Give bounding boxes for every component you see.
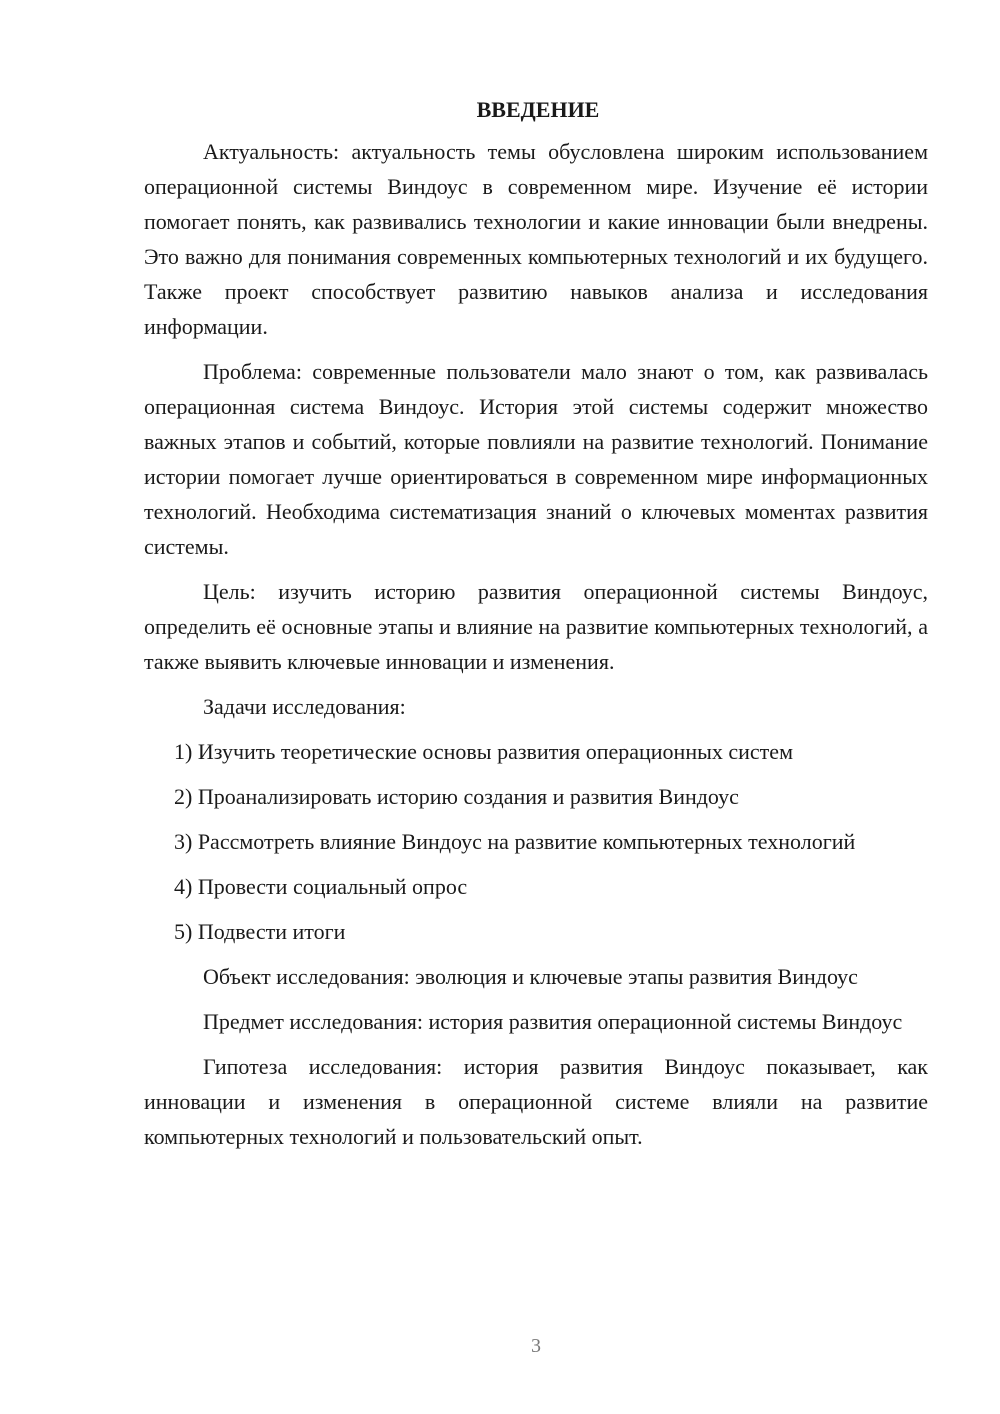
hypothesis-paragraph: Гипотеза исследования: история развития Виндоус показывает, как инновации и изменения в операционной системе влияли на развитие компьютерных технологий и пользовательский опыт. xyxy=(144,1054,928,1149)
subject-paragraph: Предмет исследования: история развития операционной системы Виндоус xyxy=(203,1009,903,1034)
task-item: 3) Рассмотреть влияние Виндоус на развитие компьютерных технологий xyxy=(174,829,856,854)
tasks-title: Задачи исследования: xyxy=(203,694,406,719)
task-item: 2) Проанализировать историю создания и развития Виндоус xyxy=(174,784,739,809)
problem-paragraph: Проблема: современные пользователи мало знают о том, как развивалась операционная система Виндоус. История этой системы содержит множество важных этапов и событий, которые повлияли на развитие технологий. Понимание истории помогает лучше ориентироваться в современном мире информационных технологий. Необходима систематизация знаний о ключевых моментах развития системы. xyxy=(144,359,928,559)
section-heading: ВВЕДЕНИЕ xyxy=(476,97,600,122)
goal-paragraph: Цель: изучить историю развития операционной системы Виндоус, определить её основные этапы и влияние на развитие компьютерных технологий, а также выявить ключевые инновации и изменения. xyxy=(144,579,928,674)
task-item: 1) Изучить теоретические основы развития операционных систем xyxy=(174,739,793,764)
object-paragraph: Объект исследования: эволюция и ключевые этапы развития Виндоус xyxy=(203,964,858,989)
task-item: 4) Провести социальный опрос xyxy=(174,874,468,899)
page-number: 3 xyxy=(531,1335,541,1357)
relevance-paragraph: Актуальность: актуальность темы обусловлена широким использованием операционной системы Виндоус в современном мире. Изучение её истории помогает понять, как развивались технологии и какие инновации были внедрены. Это важно для понимания современных компьютерных технологий и их будущего. Также проект способствует развитию навыков анализа и исследования информации. xyxy=(144,139,928,339)
page-content xyxy=(144,96,928,1154)
task-item: 5) Подвести итоги xyxy=(174,919,346,944)
